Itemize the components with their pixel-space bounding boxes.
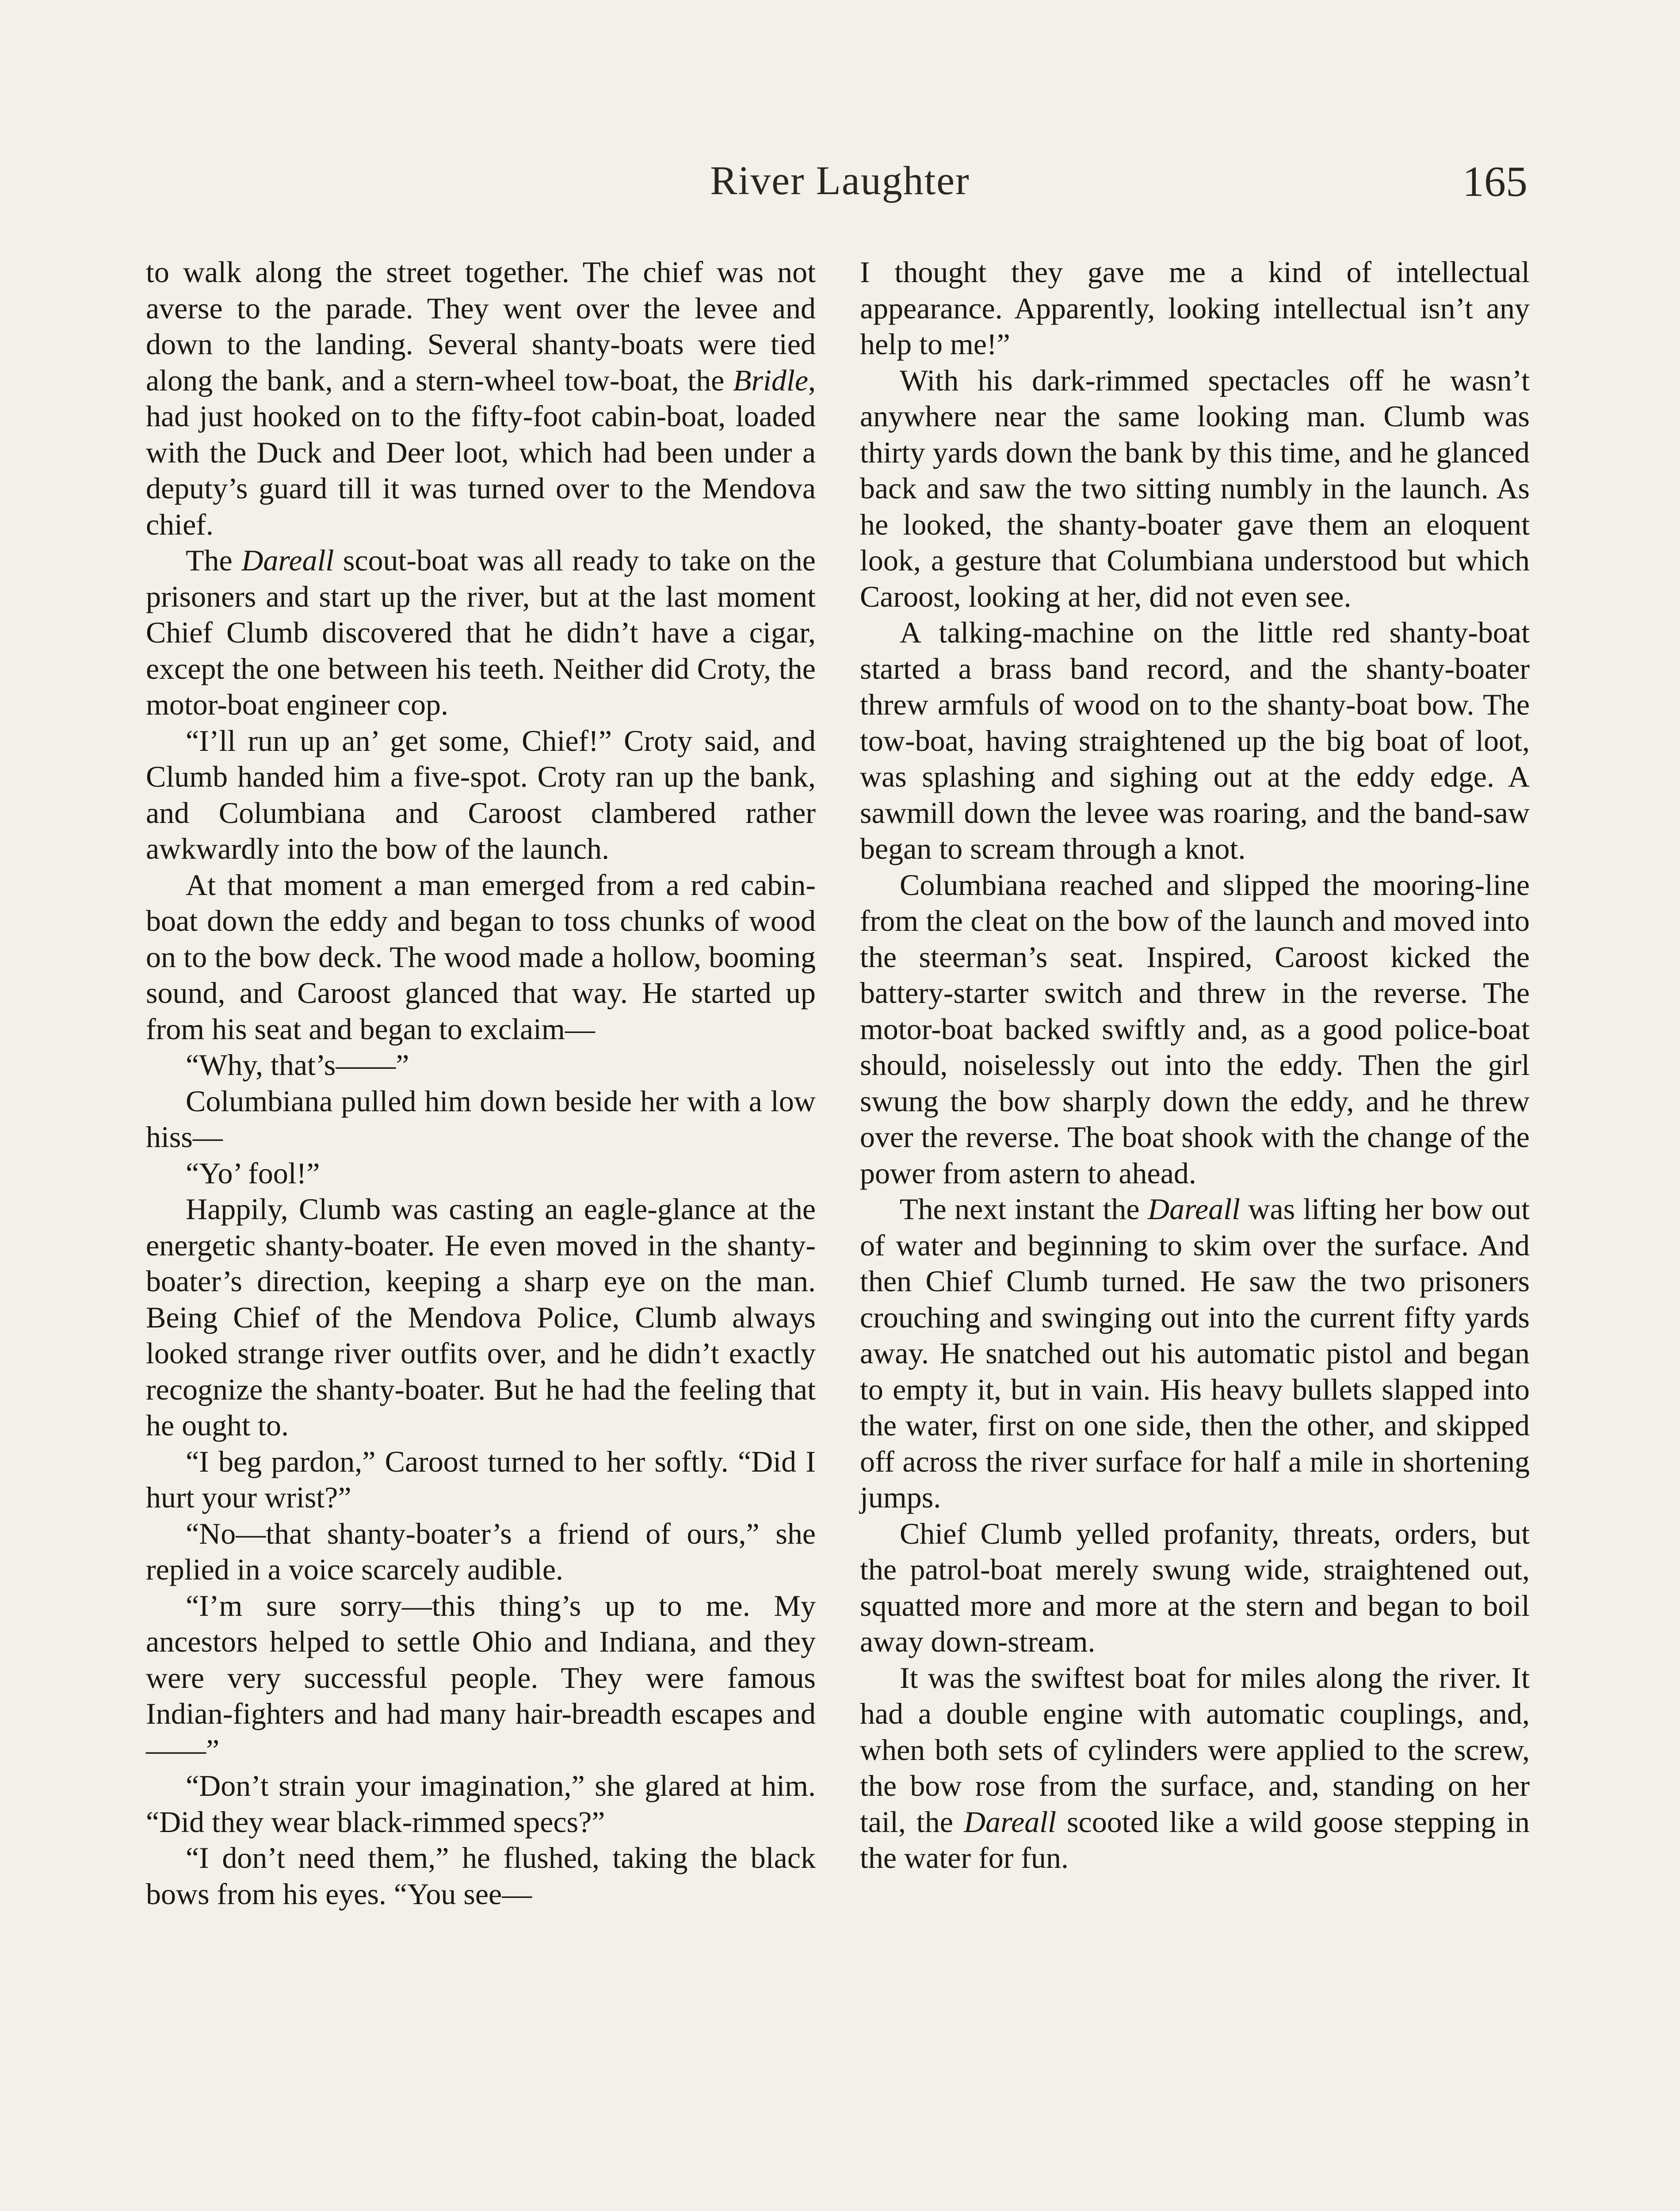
paragraph-text: A talking-machine on the little red shanty-boat started a brass band record, and the shanty-boater threw armfuls of wood on to the shanty-boat bow. The tow-boat, having straightened up the big boat of loot, was splashing and sighing out at the eddy edge. A sawmill down the levee was roaring, and the band-saw began to scream through a knot.: [860, 616, 1530, 865]
paragraph-text: With his dark-rimmed spectacles off he wasn’t anywhere near the same looking man. Clumb was thirty yards down the bank by this time, and he glanced back and saw the two sitting numbly in the launch. As he looked, the shanty-boater gave them an eloquent look, a gesture that Columbiana understood but which Caroost, looking at her, did not even see.: [860, 363, 1530, 613]
running-title: River Laughter: [710, 158, 970, 203]
italic-text: Bridle: [733, 363, 808, 397]
paragraph-text: “No—that shanty-boater’s a friend of ours,” she replied in a voice scarcely audible.: [146, 1516, 816, 1586]
paragraph-text: “I’m sure sorry—this thing’s up to me. My ancestors helped to settle Ohio and Indiana, and they were very successful people. They were famous Indian-fighters and had many hair-breadth escapes and ——”: [146, 1588, 816, 1767]
paragraph: [146, 1588, 816, 1768]
paragraph-text: The next instant the: [900, 1192, 1148, 1226]
paragraph: [146, 1047, 816, 1083]
paragraph: [860, 1516, 1530, 1660]
paragraph: [146, 1155, 816, 1192]
paragraph-text: “I don’t need them,” he flushed, taking the black bows from his eyes. “You see—: [146, 1841, 816, 1911]
paragraph: [146, 723, 816, 867]
paragraph-text: was lifting her bow out of water and beginning to skim over the surface. And then Chief Clumb turned. He saw the two prisoners crouching and swinging out into the current fifty yards away. He snatched out his automatic pistol and began to empty it, but in vain. His heavy bullets slapped into the water, first on one side, then the other, and skipped off across the river surface for half a mile in shortening jumps.: [860, 1192, 1530, 1514]
paragraph: [860, 254, 1530, 363]
paragraph-text: Columbiana pulled him down beside her with a low hiss—: [146, 1084, 816, 1154]
paragraph-text: Chief Clumb yelled profanity, threats, orders, but the patrol-boat merely swung wide, straightened out, squatted more and more at the stern and began to boil away down-stream.: [860, 1516, 1530, 1658]
paragraph: [146, 1516, 816, 1588]
paragraph: [860, 867, 1530, 1192]
paragraph-text: “Yo’ fool!”: [186, 1156, 320, 1190]
paragraph-text: to walk along the street together. The chief was not averse to the parade. They went over the levee and down to the landing. Several shanty-boats were tied along the bank, and a stern-wheel tow-boat, the: [146, 255, 816, 397]
left-text-column: [146, 254, 816, 1912]
paragraph-text: , had just hooked on to the fifty-foot cabin-boat, loaded with the Duck and Deer loot, which had been under a deputy’s guard till it was turned over to the Mendova chief.: [146, 363, 816, 541]
paragraph-text: It was the swiftest boat for miles along the river. It had a double engine with automatic couplings, and, when both sets of cylinders were applied to the screw, the bow rose from the surface, and, standing on her tail, the: [860, 1660, 1530, 1839]
italic-text: Dareall: [241, 543, 334, 577]
paragraph: [860, 363, 1530, 615]
right-text-column: [860, 254, 1530, 1876]
paragraph: [146, 1444, 816, 1516]
page-number: 165: [1462, 158, 1527, 206]
italic-text: Dareall: [1147, 1192, 1240, 1226]
paragraph: [860, 1191, 1530, 1516]
paragraph: [146, 1840, 816, 1912]
paragraph-text: scout-boat was all ready to take on the prisoners and start up the river, but at the last moment Chief Clumb discovered that he didn’t have a cigar, except the one between his teeth. Neither did Croty, the motor-boat engineer cop.: [146, 543, 816, 721]
paragraph: [146, 1083, 816, 1155]
paragraph-text: “I beg pardon,” Caroost turned to her softly. “Did I hurt your wrist?”: [146, 1444, 816, 1514]
paragraph-text: scooted like a wild goose stepping in the water for fun.: [860, 1805, 1530, 1874]
paragraph: [860, 615, 1530, 867]
paragraph-text: At that moment a man emerged from a red cabin-boat down the eddy and began to toss chunks of wood on to the bow deck. The wood made a hollow, booming sound, and Caroost glanced that way. He started up from his seat and began to exclaim—: [146, 868, 816, 1046]
running-head: [0, 157, 1680, 214]
paragraph: [146, 543, 816, 723]
paragraph: [146, 1768, 816, 1840]
paragraph-text: “I’ll run up an’ get some, Chief!” Croty said, and Clumb handed him a five-spot. Croty ran up the bank, and Columbiana and Caroost clambered rather awkwardly into the bow of the launch.: [146, 723, 816, 865]
paragraph-text: Columbiana reached and slipped the mooring-line from the cleat on the bow of the launch and moved into the steerman’s seat. Inspired, Caroost kicked the battery-starter switch and threw in the reverse. The motor-boat backed swiftly and, as a good police-boat should, noiselessly out into the eddy. Then the girl swung the bow sharply down the eddy, and he threw over the reverse. The boat shook with the change of the power from astern to ahead.: [860, 868, 1530, 1190]
paragraph: [860, 1660, 1530, 1876]
paragraph: [146, 1191, 816, 1444]
paragraph: [146, 254, 816, 543]
paragraph-text: “Why, that’s——”: [186, 1048, 409, 1082]
paragraph-text: I thought they gave me a kind of intellectual appearance. Apparently, looking intellectual isn’t any help to me!”: [860, 255, 1530, 361]
paragraph-text: Happily, Clumb was casting an eagle-glance at the energetic shanty-boater. He even moved in the shanty-boater’s direction, keeping a sharp eye on the man. Being Chief of the Mendova Police, Clumb always looked strange river outfits over, and he didn’t exactly recognize the shanty-boater. But he had the feeling that he ought to.: [146, 1192, 816, 1442]
paragraph-text: “Don’t strain your imagination,” she glared at him. “Did they wear black-rimmed specs?”: [146, 1769, 816, 1839]
paragraph: [146, 867, 816, 1048]
paragraph-text: The: [186, 543, 242, 577]
italic-text: Dareall: [964, 1805, 1057, 1839]
